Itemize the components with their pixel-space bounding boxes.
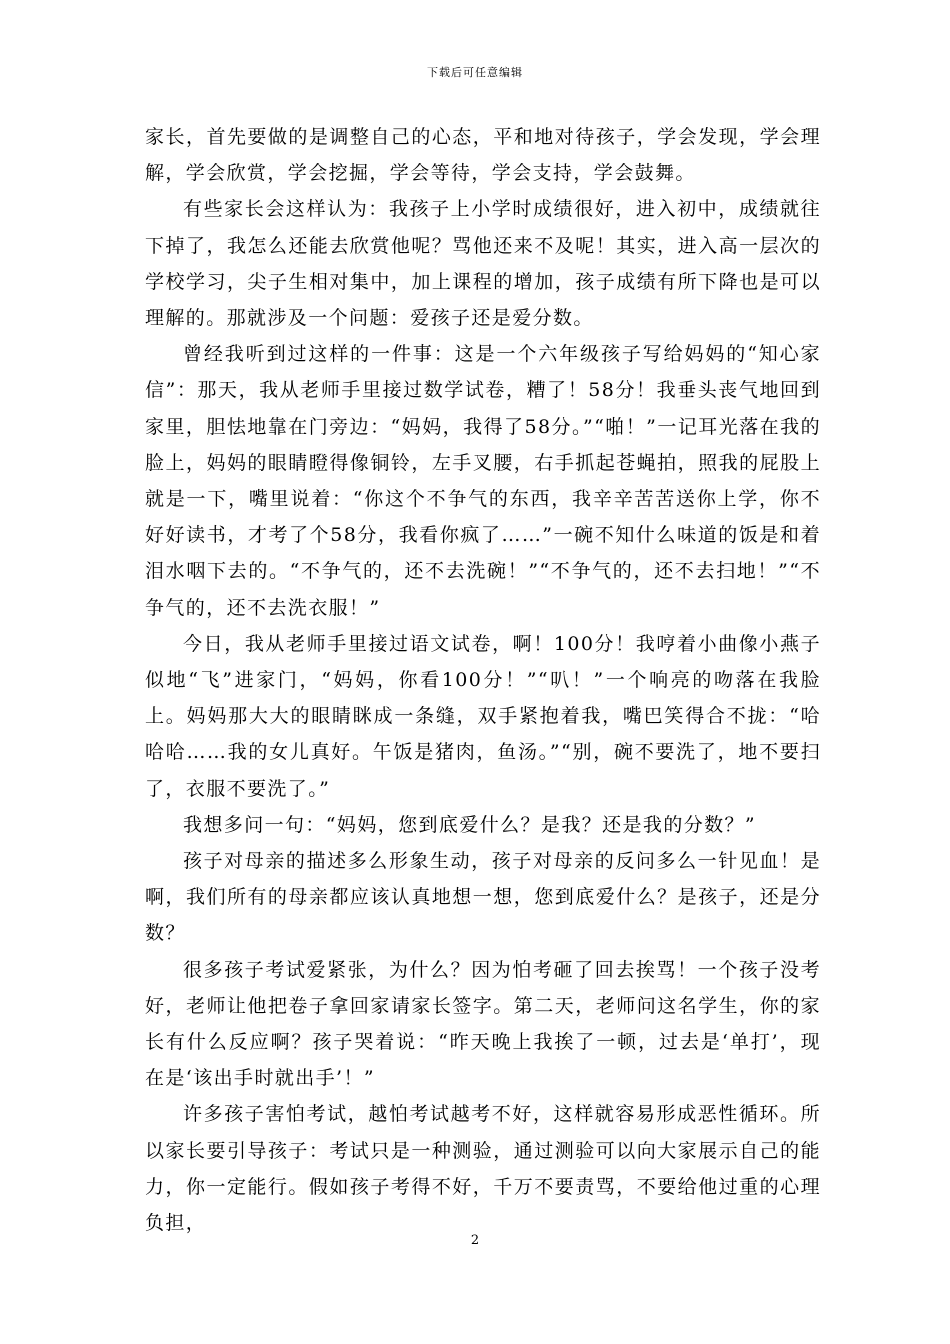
paragraph-7: 很多孩子考试爱紧张，为什么？因为怕考砸了回去挨骂！一个孩子没考好，老师让他把卷子拿回家请家长签字。第二天，老师问这名学生，你的家长有什么反应啊？孩子哭着说：“昨天晚上我挨了一顿，过去是‘单打’，现在是‘该出手时就出手’！” bbox=[145, 958, 821, 1090]
paragraph-1: 家长，首先要做的是调整自己的心态，平和地对待孩子，学会发现，学会理解，学会欣赏，学会挖掘，学会等待，学会支持，学会鼓舞。 bbox=[145, 126, 821, 185]
paragraph-3: 曾经我听到过这样的一件事：这是一个六年级孩子写给妈妈的“知心家信”：那天，我从老师手里接过数学试卷，糟了！58分！我垂头丧气地回到家里，胆怯地靠在门旁边：“妈妈，我得了58分。”“啪！”一记耳光落在我的脸上，妈妈的眼睛瞪得像铜铃，左手叉腰，右手抓起苍蝇拍，照我的屁股上就是一下，嘴里说着：“你这个不争气的东西，我辛辛苦苦送你上学，你不好好读书，才考了个58分，我看你疯了……”一碗不知什么味道的饭是和着泪水咽下去的。“不争气的，还不去洗碗！”“不争气的，还不去扫地！”“不争气的，还不去洗衣服！” bbox=[145, 343, 821, 619]
paragraph-5: 我想多问一句：“妈妈，您到底爱什么？是我？还是我的分数？” bbox=[183, 813, 757, 836]
paragraph-2: 有些家长会这样认为：我孩子上小学时成绩很好，进入初中，成绩就往下掉了，我怎么还能去欣赏他呢？骂他还来不及呢！其实，进入高一层次的学校学习，尖子生相对集中，加上课程的增加，孩子成绩有所下降也是可以理解的。那就涉及一个问题：爱孩子还是爱分数。 bbox=[145, 198, 821, 330]
page-header: 下载后可任意编辑 bbox=[427, 66, 523, 79]
paragraph-8: 许多孩子害怕考试，越怕考试越考不好，这样就容易形成恶性循环。所以家长要引导孩子：考试只是一种测验，通过测验可以向大家展示自己的能力，你一定能行。假如孩子考得不好，千万不要责骂，不要给他过重的心理负担， bbox=[145, 1103, 821, 1235]
document-body bbox=[145, 119, 821, 1241]
page-number: 2 bbox=[470, 1233, 480, 1248]
paragraph-6: 孩子对母亲的描述多么形象生动，孩子对母亲的反问多么一针见血！是啊，我们所有的母亲都应该认真地想一想，您到底爱什么？是孩子，还是分数？ bbox=[145, 850, 821, 945]
paragraph-4: 今日，我从老师手里接过语文试卷，啊！100分！我哼着小曲像小燕子似地“飞”进家门，“妈妈，你看100分！”“叭！”一个响亮的吻落在我脸上。妈妈那大大的眼睛眯成一条缝，双手紧抱着我，嘴巴笑得合不拢：“哈哈哈……我的女儿真好。午饭是猪肉，鱼汤。”“别，碗不要洗了，地不要扫了，衣服不要洗了。” bbox=[145, 632, 821, 800]
